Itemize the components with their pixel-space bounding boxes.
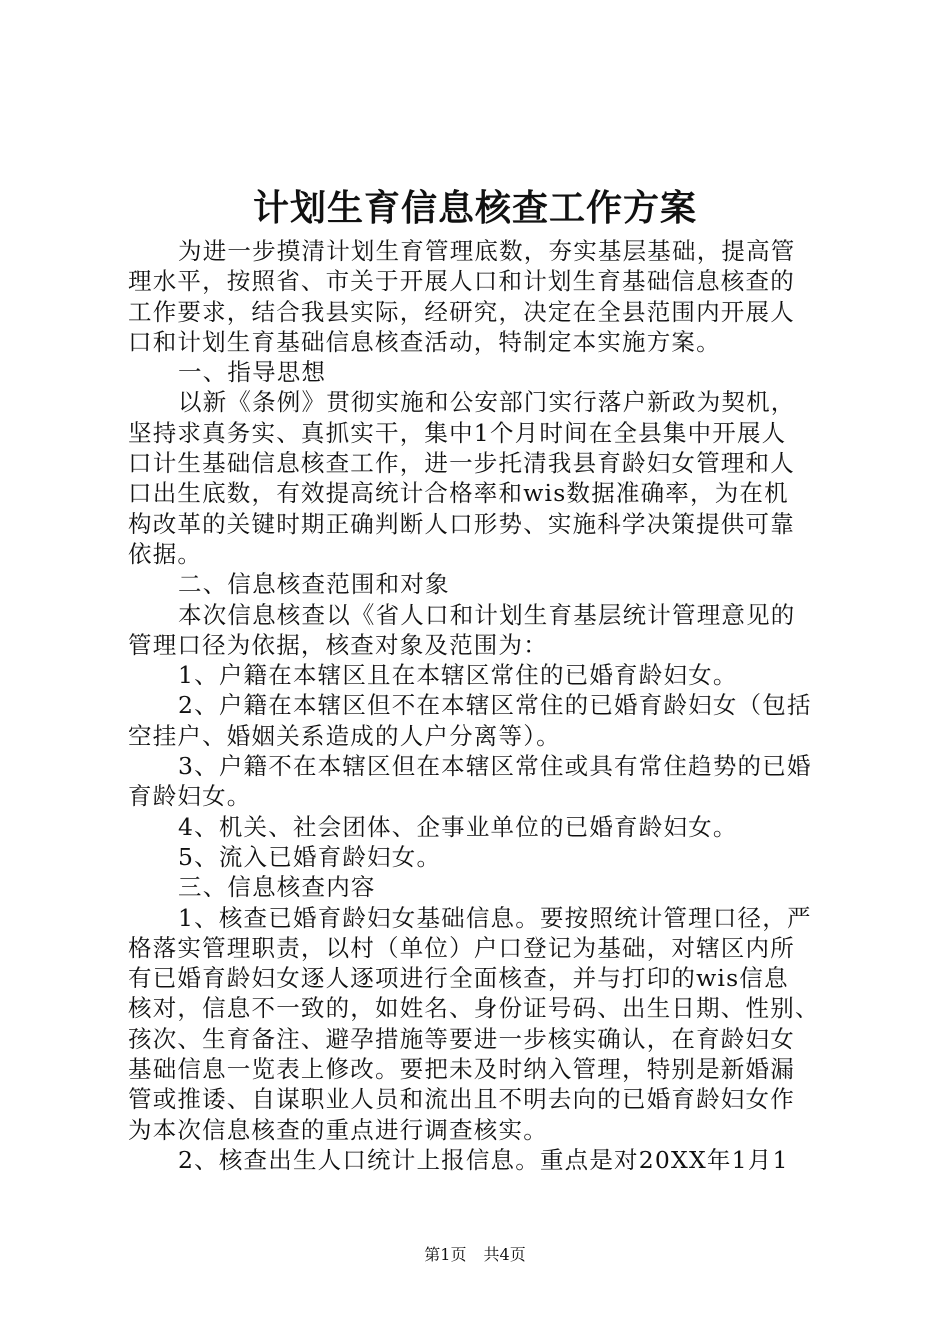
page-number: 第1页: [424, 1245, 467, 1264]
list-item: 5、流入已婚育龄妇女。: [178, 842, 442, 871]
body-line: 以新《条例》贯彻实施和公安部门实行落户新政为契机，: [178, 388, 796, 417]
document-title: 计划生育信息核查工作方案: [252, 188, 697, 229]
body-line: 口计生基础信息核查工作，进一步托清我县育龄妇女管理和人: [128, 449, 795, 478]
body-line: 空挂户、婚姻关系造成的人户分离等）。: [128, 721, 561, 750]
list-item: 4、机关、社会团体、企事业单位的已婚育龄妇女。: [178, 812, 738, 841]
document-body: [128, 236, 838, 1175]
section-heading: 三、信息核查内容: [178, 873, 376, 902]
body-line: 孩次、生育备注、避孕措施等要进一步核实确认，在育龄妇女: [128, 1024, 795, 1053]
body-line: 为本次信息核查的重点进行调查核实。: [128, 1115, 548, 1144]
body-line: 工作要求，结合我县实际，经研究，决定在全县范围内开展人: [128, 297, 795, 326]
list-item: 2、户籍在本辖区但不在本辖区常住的已婚育龄妇女（包括: [178, 691, 812, 720]
list-item: 2、核查出生人口统计上报信息。重点是对20XX年1月1: [178, 1145, 789, 1174]
body-line: 有已婚育龄妇女逐人逐项进行全面核查，并与打印的wis信息: [128, 964, 789, 993]
page-footer: [0, 1244, 950, 1266]
body-line: 管或推诿、自谋职业人员和流出且不明去向的已婚育龄妇女作: [128, 1085, 795, 1114]
page-total: 共4页: [483, 1245, 526, 1264]
body-line: 口出生底数，有效提高统计合格率和wis数据准确率，为在机: [128, 479, 789, 508]
body-line: 格落实管理职责，以村（单位）户口登记为基础，对辖区内所: [128, 933, 795, 962]
body-line: 管理口径为依据，核查对象及范围为：: [128, 630, 548, 659]
body-line: 依据。: [128, 539, 203, 568]
body-line: 本次信息核查以《省人口和计划生育基层统计管理意见的: [178, 600, 796, 629]
list-item: 1、核查已婚育龄妇女基础信息。要按照统计管理口径，严: [178, 903, 812, 932]
body-line: 理水平，按照省、市关于开展人口和计划生育基础信息核查的: [128, 267, 795, 296]
list-item: 1、户籍在本辖区且在本辖区常住的已婚育龄妇女。: [178, 661, 738, 690]
list-item: 3、户籍不在本辖区但在本辖区常住或具有常住趋势的已婚: [178, 752, 812, 781]
body-line: 构改革的关键时期正确判断人口形势、实施科学决策提供可靠: [128, 509, 795, 538]
body-line: 核对，信息不一致的，如姓名、身份证号码、出生日期、性别、: [128, 994, 820, 1023]
section-heading: 二、信息核查范围和对象: [178, 570, 450, 599]
section-heading: 一、指导思想: [178, 358, 327, 387]
body-line: 为进一步摸清计划生育管理底数，夯实基层基础，提高管: [178, 237, 796, 265]
body-line: 坚持求真务实、真抓实干，集中1个月时间在全县集中开展人: [128, 418, 787, 447]
body-line: 口和计划生育基础信息核查活动，特制定本实施方案。: [128, 327, 721, 356]
body-line: 育龄妇女。: [128, 782, 252, 811]
body-line: 基础信息一览表上修改。要把未及时纳入管理，特别是新婚漏: [128, 1055, 795, 1084]
